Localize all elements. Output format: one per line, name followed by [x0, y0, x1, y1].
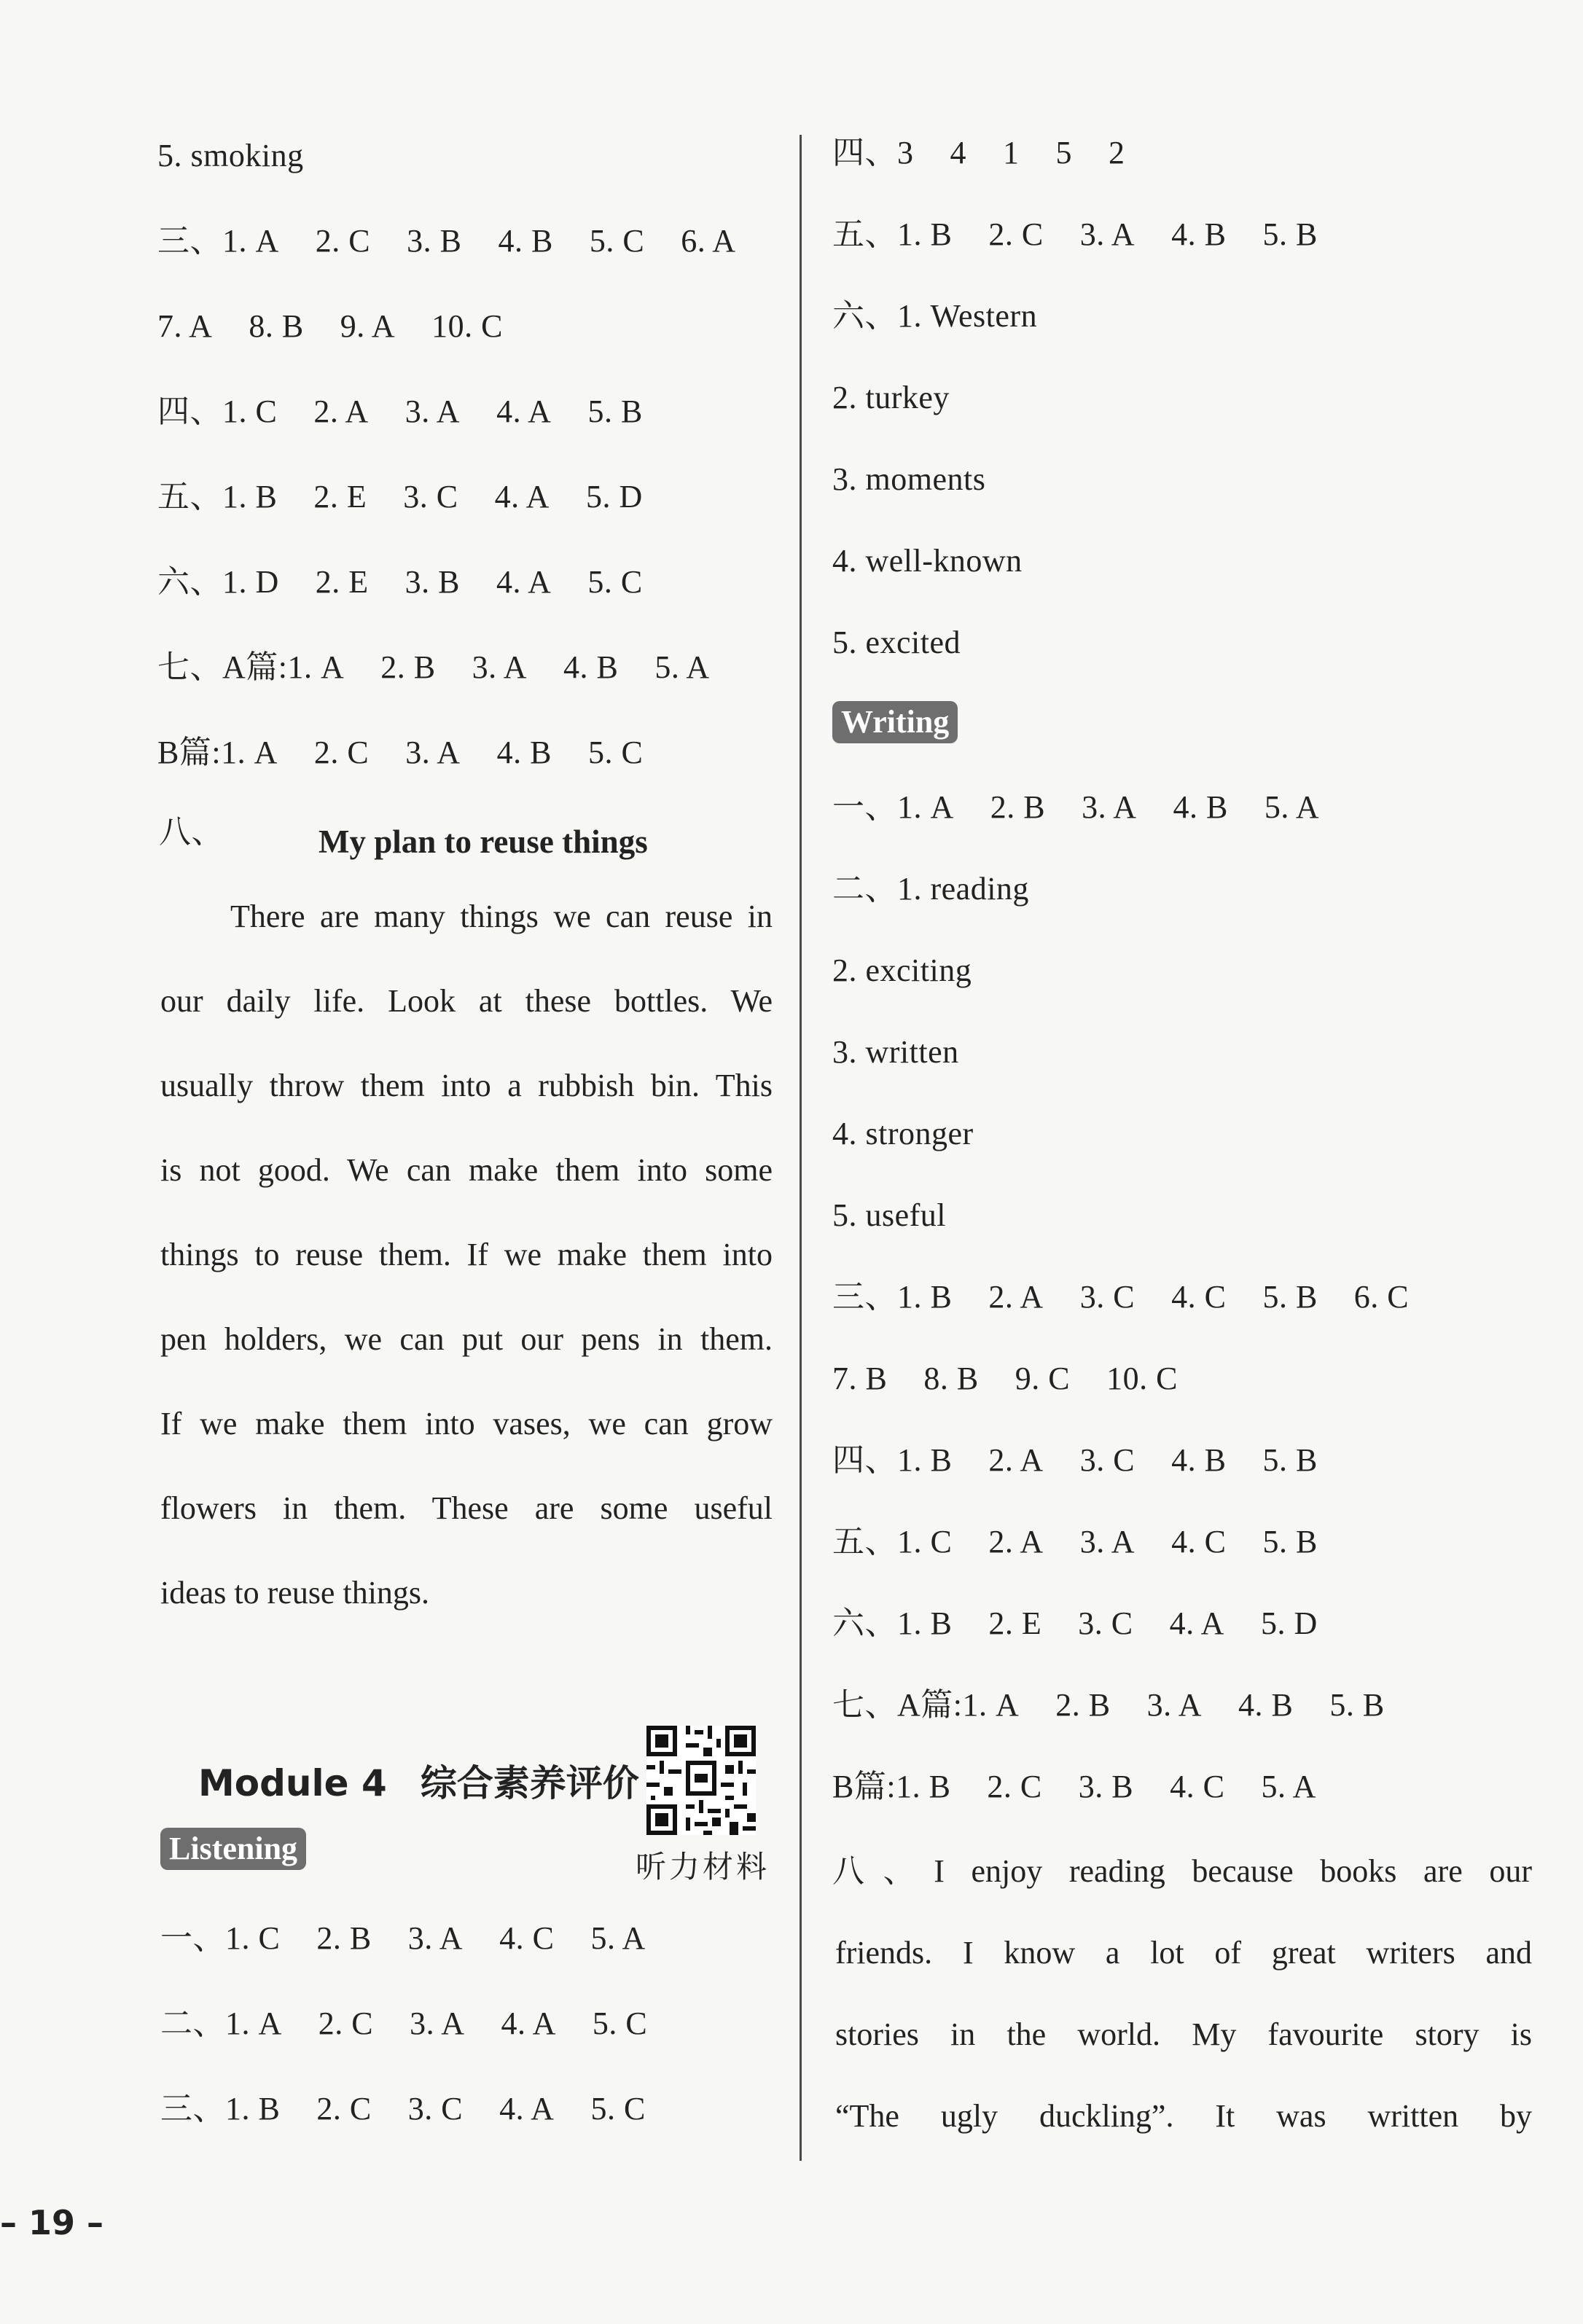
essay-line: things to reuse them. If we make them into — [160, 1237, 773, 1272]
essay-line: pen holders, we can put our pens in them. — [160, 1321, 773, 1357]
answer-item: 5. C — [592, 2006, 648, 2041]
answer-item: 6. A — [681, 223, 736, 259]
answer-item: 6. C — [1353, 1279, 1410, 1315]
answer-item: 3. A — [1079, 216, 1136, 252]
essay-line: 八、I enjoy reading because books are our — [832, 1853, 1532, 1889]
answer-line — [832, 1275, 1409, 1319]
answer-line — [832, 131, 1125, 175]
answer-item: 3. B — [1078, 1769, 1134, 1804]
answer-item: 2. E — [313, 479, 367, 515]
essay-line: is not good. We can make them into some — [160, 1152, 773, 1188]
answer-item: 5. A — [1264, 789, 1320, 825]
answer-item: 3. B — [404, 564, 461, 600]
answer-item: 5. excited — [832, 625, 961, 660]
answer-item: 4. A — [496, 564, 552, 600]
essay-line: If we make them into vases, we can grow — [160, 1406, 773, 1441]
answer-line — [157, 219, 736, 263]
answer-line — [157, 390, 643, 434]
answer-item: 一、1. A — [832, 789, 954, 825]
essay-title: My plan to reuse things — [318, 823, 648, 860]
answer-line — [832, 867, 1029, 911]
answer-item: 5. B — [1329, 1687, 1385, 1723]
answer-item: 2. C — [316, 2091, 372, 2127]
listening-badge: Listening — [160, 1828, 306, 1870]
module-cn-title: 综合素养评价 — [420, 1762, 639, 1804]
answer-line — [157, 134, 304, 178]
answer-line — [832, 1765, 1316, 1809]
answer-item: 2. A — [988, 1442, 1044, 1478]
answer-item: 5. B — [1262, 1279, 1318, 1315]
answer-item: 2. C — [988, 216, 1044, 252]
answer-line — [832, 1194, 946, 1237]
answer-item: 2. B — [380, 649, 436, 685]
answer-item: 4. A — [496, 394, 552, 429]
answer-item: 2 — [1109, 135, 1125, 171]
answer-item: 4. B — [498, 223, 553, 259]
answer-item: 六、1. B — [832, 1605, 953, 1641]
answer-line — [832, 1439, 1318, 1482]
answer-item: 三、1. B — [832, 1279, 953, 1315]
answer-item: 3. C — [403, 479, 458, 515]
answer-item: 3. moments — [832, 461, 986, 497]
answer-item: 5. B — [1262, 1442, 1318, 1478]
essay-line: usually throw them into a rubbish bin. This — [160, 1068, 773, 1103]
answer-line — [832, 376, 950, 420]
answer-item: 2. E — [988, 1605, 1042, 1641]
answer-line — [832, 949, 972, 993]
essay-line: ideas to reuse things. — [160, 1575, 430, 1611]
answer-item: 5. C — [587, 735, 644, 770]
answer-item: 3. C — [1079, 1279, 1136, 1315]
answer-item: 4. A — [494, 479, 550, 515]
answer-item: 5. C — [590, 2091, 646, 2127]
answer-item: 4. B — [1173, 789, 1228, 825]
answer-item: 3. C — [1079, 1442, 1136, 1478]
answer-item: 四、3 — [832, 135, 914, 171]
answer-item: 4. B — [1171, 216, 1227, 252]
answer-item: 六、1. Western — [832, 298, 1038, 334]
answer-item: 2. C — [313, 735, 370, 770]
answer-item: 4. C — [499, 1920, 555, 1956]
qr-code-icon — [646, 1726, 756, 1835]
answer-item: B篇:1. A — [157, 735, 278, 770]
answer-item: 5. useful — [832, 1197, 947, 1233]
answer-item: 五、1. B — [157, 479, 278, 515]
answer-item: 5. B — [1262, 1524, 1318, 1560]
answer-item: 5 — [1055, 135, 1072, 171]
answer-line — [157, 646, 710, 689]
answer-item: 2. A — [988, 1524, 1044, 1560]
answer-item: 2. turkey — [832, 380, 950, 415]
answer-line — [160, 2002, 647, 2046]
answer-item: 5. D — [585, 479, 643, 515]
answer-item: 二、1. reading — [832, 871, 1029, 907]
essay-line: our daily life. Look at these bottles. We — [160, 983, 773, 1019]
answer-item: 四、1. C — [157, 394, 278, 429]
answer-item: 2. B — [1055, 1687, 1111, 1723]
answer-item: 5. A — [1261, 1769, 1316, 1804]
answer-item: 8. B — [249, 308, 304, 344]
answer-item: 3. A — [410, 2006, 465, 2041]
answer-item: 3. C — [407, 2091, 464, 2127]
answer-item: 3. C — [1078, 1605, 1133, 1641]
module-title — [198, 1758, 639, 1809]
answer-line — [157, 731, 643, 775]
essay-marker: 八、 — [159, 814, 224, 850]
answer-item: 4. C — [1171, 1279, 1227, 1315]
answer-line — [157, 560, 643, 604]
answer-item: 六、1. D — [157, 564, 279, 600]
essay-line: “The ugly duckling”. It was written by — [835, 2098, 1532, 2134]
essay-line: There are many things we can reuse in — [230, 899, 773, 934]
answer-item: 2. C — [987, 1769, 1042, 1804]
answer-item: 4. A — [1169, 1605, 1224, 1641]
answer-item: 9. C — [1015, 1361, 1071, 1396]
answer-item: 1 — [1003, 135, 1020, 171]
answer-item: 4. B — [496, 735, 552, 770]
answer-item: 4. well-known — [832, 543, 1023, 579]
answer-item: 4. A — [499, 2091, 555, 2127]
answer-line — [832, 1357, 1178, 1401]
answer-item: 三、1. A — [157, 223, 279, 259]
answer-item: 2. A — [988, 1279, 1044, 1315]
answer-item: 3. A — [407, 1920, 464, 1956]
answer-item: 4. C — [1171, 1524, 1227, 1560]
answer-line — [160, 1917, 646, 1960]
answer-line — [832, 1683, 1385, 1727]
page-number: – 19 – — [0, 2203, 104, 2242]
answer-item: 4. B — [563, 649, 619, 685]
answer-line — [157, 305, 503, 348]
answer-item: 3. B — [407, 223, 462, 259]
writing-badge: Writing — [832, 701, 958, 743]
answer-line — [832, 213, 1318, 257]
answer-item: 五、1. C — [832, 1524, 953, 1560]
answer-item: 四、1. B — [832, 1442, 953, 1478]
answer-item: 3. written — [832, 1034, 959, 1070]
module-label: Module 4 — [198, 1762, 387, 1804]
answer-item: 3. A — [404, 394, 461, 429]
answer-item: 五、1. B — [832, 216, 953, 252]
answer-item: 5. A — [654, 649, 710, 685]
answer-item: 4. A — [501, 2006, 556, 2041]
answer-item: 2. B — [316, 1920, 372, 1956]
answer-item: 3. A — [472, 649, 527, 685]
answer-item: 二、1. A — [160, 2006, 282, 2041]
answer-item: 3. A — [1079, 1524, 1136, 1560]
answer-line — [832, 786, 1319, 829]
answer-item: 5. C — [589, 223, 645, 259]
answer-line — [832, 1030, 959, 1074]
answer-line — [832, 621, 961, 665]
essay-line: stories in the world. My favourite story is — [835, 2016, 1532, 2052]
answer-item: 4. stronger — [832, 1116, 974, 1151]
answer-item: 5. B — [587, 394, 643, 429]
answer-item: 七、A篇:1. A — [832, 1687, 1020, 1723]
column-divider — [800, 135, 802, 2161]
answer-line — [832, 1602, 1318, 1646]
answer-item: 10. C — [1106, 1361, 1178, 1396]
answer-item: 5. D — [1260, 1605, 1318, 1641]
answer-line — [160, 2087, 646, 2131]
answer-line — [832, 1112, 974, 1156]
qr-label: 听力材料 — [636, 1849, 770, 1885]
answer-item: 3. A — [1146, 1687, 1202, 1723]
answer-item: 7. A — [157, 308, 213, 344]
answer-item: 7. B — [832, 1361, 888, 1396]
essay-line: flowers in them. These are some useful — [160, 1490, 773, 1526]
answer-item: B篇:1. B — [832, 1769, 951, 1804]
answer-item: 2. B — [990, 789, 1046, 825]
answer-item: 4. B — [1238, 1687, 1294, 1723]
answer-item: 4 — [950, 135, 966, 171]
answer-line — [832, 1520, 1318, 1564]
answer-item: 3. A — [405, 735, 461, 770]
answer-item: 9. A — [340, 308, 396, 344]
answer-item: 三、1. B — [160, 2091, 281, 2127]
answer-item: 一、1. C — [160, 1920, 281, 1956]
answer-line — [832, 539, 1023, 583]
answer-item: 8. B — [923, 1361, 979, 1396]
answer-item: 3. A — [1082, 789, 1137, 825]
answer-item: 2. E — [315, 564, 369, 600]
answer-item: 2. C — [318, 2006, 374, 2041]
answer-item: 2. A — [313, 394, 369, 429]
answer-item: 2. C — [315, 223, 371, 259]
answer-line — [157, 475, 643, 519]
answer-item: 5. B — [1262, 216, 1318, 252]
answer-item: 4. C — [1170, 1769, 1225, 1804]
answer-line — [832, 294, 1037, 338]
answer-item: 10. C — [431, 308, 503, 344]
answer-item: 5. A — [590, 1920, 646, 1956]
answer-item: 5. smoking — [157, 138, 304, 173]
essay-line: friends. I know a lot of great writers and — [835, 1935, 1532, 1971]
answer-item: 2. exciting — [832, 952, 972, 988]
answer-item: 七、A篇:1. A — [157, 649, 345, 685]
answer-item: 5. C — [587, 564, 643, 600]
answer-item: 4. B — [1171, 1442, 1227, 1478]
answer-line — [832, 458, 985, 501]
